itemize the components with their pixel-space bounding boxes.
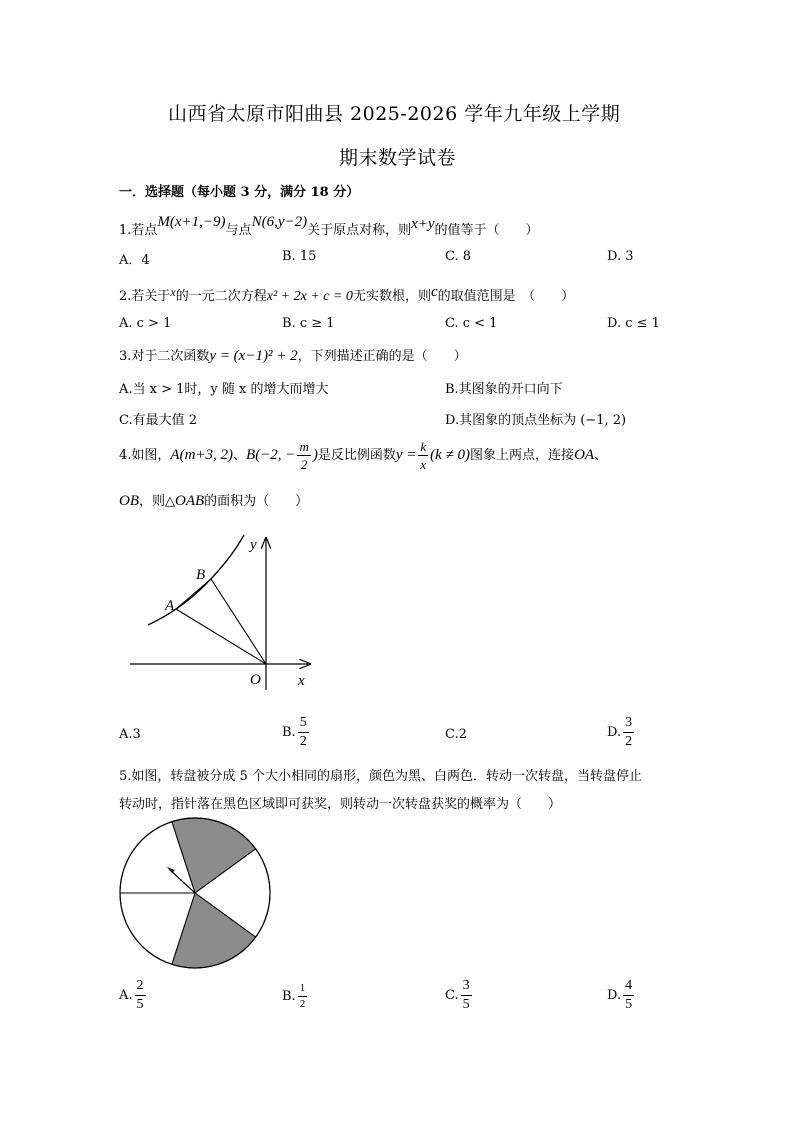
q2-text: 无实数根，则 [352,289,431,304]
question-3 [119,345,467,365]
q3-option-c: C.有最大值 2 [119,413,198,428]
q4-option-c: C.2 [445,727,467,742]
q4-option-d-label: D. [607,725,622,740]
q5-option-c-fraction: $\frac{3}{5}$ [462,978,470,1012]
q4-text: 、 [233,448,247,463]
q4-option-d [607,716,636,749]
label-x: x [298,673,305,689]
title-line-1: 山西省太原市阳曲县 2025-2026 学年九年级上学期 [168,103,621,125]
q3-option-d: D.其图象的顶点坐标为 (−1, 2) [445,413,627,428]
q1-sum: x+y [411,216,435,232]
q4-text: 4.如图， [119,448,171,463]
q4-text: 、 [594,448,608,463]
q4-segment-oa: OA [574,447,595,463]
question-4-cont [119,490,308,510]
q5-option-c-label: C. [445,988,459,1003]
q5-line-1: 5.如图，转盘被分成 5 个大小相同的扇形，颜色为黑、白两色．转动一次转盘，当转盘停止 [119,769,642,784]
label-y: y [250,537,257,553]
label-point-a: A [165,598,175,614]
q1-text: 1.若点 [119,223,158,238]
label-point-b: B [196,567,206,583]
q3-text: ，下列描述正确的是（ ） [297,349,467,364]
q4-text: 的面积为（ ） [204,494,309,509]
q2-text: 的一元二次方程 [175,289,267,304]
q4-segment-ob: OB [119,493,139,509]
q2-var-x: x [170,285,176,299]
q3-option-b: B.其图象的开口向下 [445,382,563,397]
q5-option-d-fraction: $\frac{4}{5}$ [625,978,633,1012]
q1-text: 关于原点对称，则 [307,223,412,238]
q5-option-d-label: D. [607,988,622,1003]
q3-option-a: A.当 x > 1时，y 随 x 的增大而增大 [119,382,329,397]
q4-option-b [282,716,311,749]
q4-option-a: A.3 [119,727,141,742]
q2-var-c: c [430,284,438,300]
q1-option-c: C. 8 [445,249,472,264]
title-line-2: 期末数学试卷 [339,147,457,169]
q3-text: 3.对于二次函数 [119,349,210,364]
q5-option-a [119,979,148,1012]
q4-figure [120,530,320,695]
spinner-sectors [120,818,270,968]
q4-option-b-fraction: $\frac{5}{2}$ [299,715,307,749]
q1-option-a: A．4 [119,253,150,268]
q1-text: 的值等于（ ） [434,223,539,238]
q5-option-b-fraction: $\frac{1}{2}$ [299,982,306,1010]
q5-option-b-label: B. [282,989,296,1004]
q1-option-b: B. 15 [282,249,317,264]
q5-option-a-label: A. [119,988,133,1003]
question-1 [119,214,539,239]
q4-point-b: B(−2, − [246,447,296,463]
q2-option-c: C. c < 1 [445,316,498,331]
q4-triangle: OAB [175,493,205,509]
q2-text: 2.若关于 [119,289,171,304]
q1-text: 与点 [225,223,252,238]
q5-option-a-fraction: $\frac{2}{5}$ [136,978,144,1012]
label-origin: O [250,672,261,688]
q4-point-a: A(m+3, 2) [170,447,234,463]
q2-equation: x² + 2x + c = 0 [266,289,353,304]
q4-text: ，则△ [139,494,175,509]
q4-fraction-k-x: $\frac{k}{x}$ [420,439,427,472]
q5-line-2: 转动时，指针落在黑色区域即可获奖，则转动一次转盘获奖的概率为（ ） [119,797,562,812]
q4-function-lhs: y = [395,447,417,463]
section-heading: 一．选择题（每小题 3 分，满分 18 分） [119,185,360,200]
q2-option-d: D. c ≤ 1 [607,316,660,331]
q1-option-d: D. 3 [607,249,634,264]
q2-option-b: B. c ≥ 1 [282,316,335,331]
q4-option-b-label: B. [282,725,296,740]
q2-option-a: A. c > 1 [119,316,172,331]
q4-paren: ) [312,447,318,463]
q1-point-m: M(x+1,−9) [157,214,226,230]
q1-point-n: N(6,y−2) [251,214,308,230]
segment-ab [176,579,211,609]
q4-text: 图象上两点，连接 [470,448,575,463]
q5-option-c [445,979,474,1012]
segment-oa [176,609,266,664]
q5-option-d [607,979,636,1012]
question-4 [119,440,607,471]
q3-function: y = (x−1)² + 2 [209,348,298,364]
q4-fraction-m-2: $\frac{m}{2}$ [299,439,309,472]
spinner-figure [117,815,273,971]
q5-option-b [282,983,309,1010]
segment-ob [211,579,266,664]
q4-option-d-fraction: $\frac{3}{2}$ [625,715,633,749]
q4-function-cond: (k ≠ 0) [430,447,471,463]
q2-text: 的取值范围是 （ ） [437,289,575,304]
q4-text: 是反比例函数 [317,448,396,463]
question-2 [119,285,574,305]
